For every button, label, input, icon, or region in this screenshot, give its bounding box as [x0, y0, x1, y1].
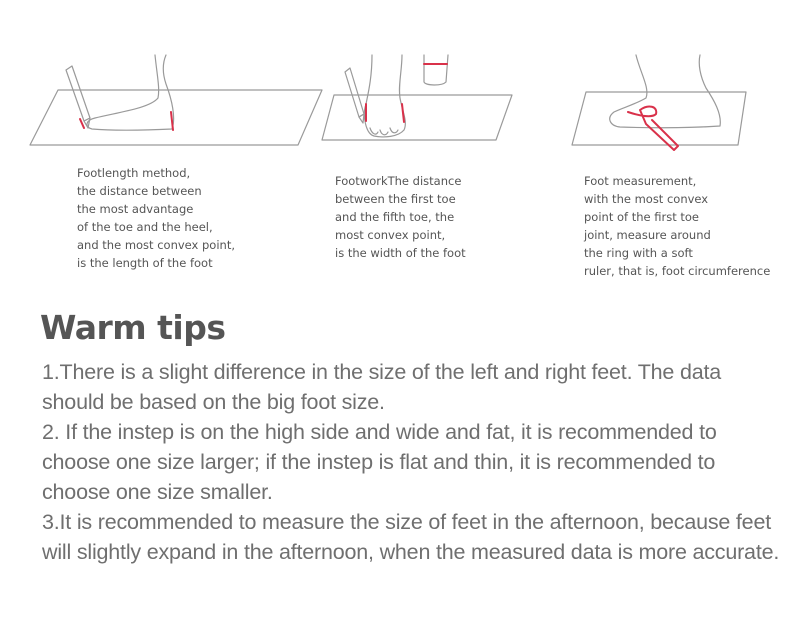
- warm-tip-item: 3.It is recommended to measure the size of feet in the afternoon, because feet will slightly expand in the afternoon, when the measured data is more accurate.: [42, 510, 780, 564]
- pencil-icon: [66, 66, 90, 128]
- warm-tip-item: 1.There is a slight difference in the size of the left and right feet. The data should be based on the big foot size.: [42, 360, 721, 414]
- warm-tip-item: 2. If the instep is on the high side and wide and fat, it is recommended to choose one size larger; if the instep is flat and thin, it is recommended to choose one size smaller.: [42, 420, 717, 504]
- foot-side-icon: [87, 55, 174, 130]
- caption-foot-length: Footlength method, the distance between the most advantage of the toe and the heel, and the most convex point, is the length of the foot: [77, 166, 235, 270]
- foot-tape-icon: [610, 55, 721, 128]
- warm-tips-list: [42, 357, 782, 567]
- foot-front-icon: [364, 55, 448, 137]
- warm-tips-title: Warm tips: [40, 308, 226, 347]
- mat-width: [322, 95, 512, 140]
- caption-foot-circumference: Foot measurement, with the most convex point of the first toe joint, measure around the ring with a soft ruler, that is, foot circumference: [584, 174, 771, 278]
- mat-length: [30, 90, 322, 145]
- measurement-illustration: [0, 0, 790, 160]
- caption-foot-width: FootworkThe distance between the first toe and the fifth toe, the most convex point, is the width of the foot: [335, 174, 466, 260]
